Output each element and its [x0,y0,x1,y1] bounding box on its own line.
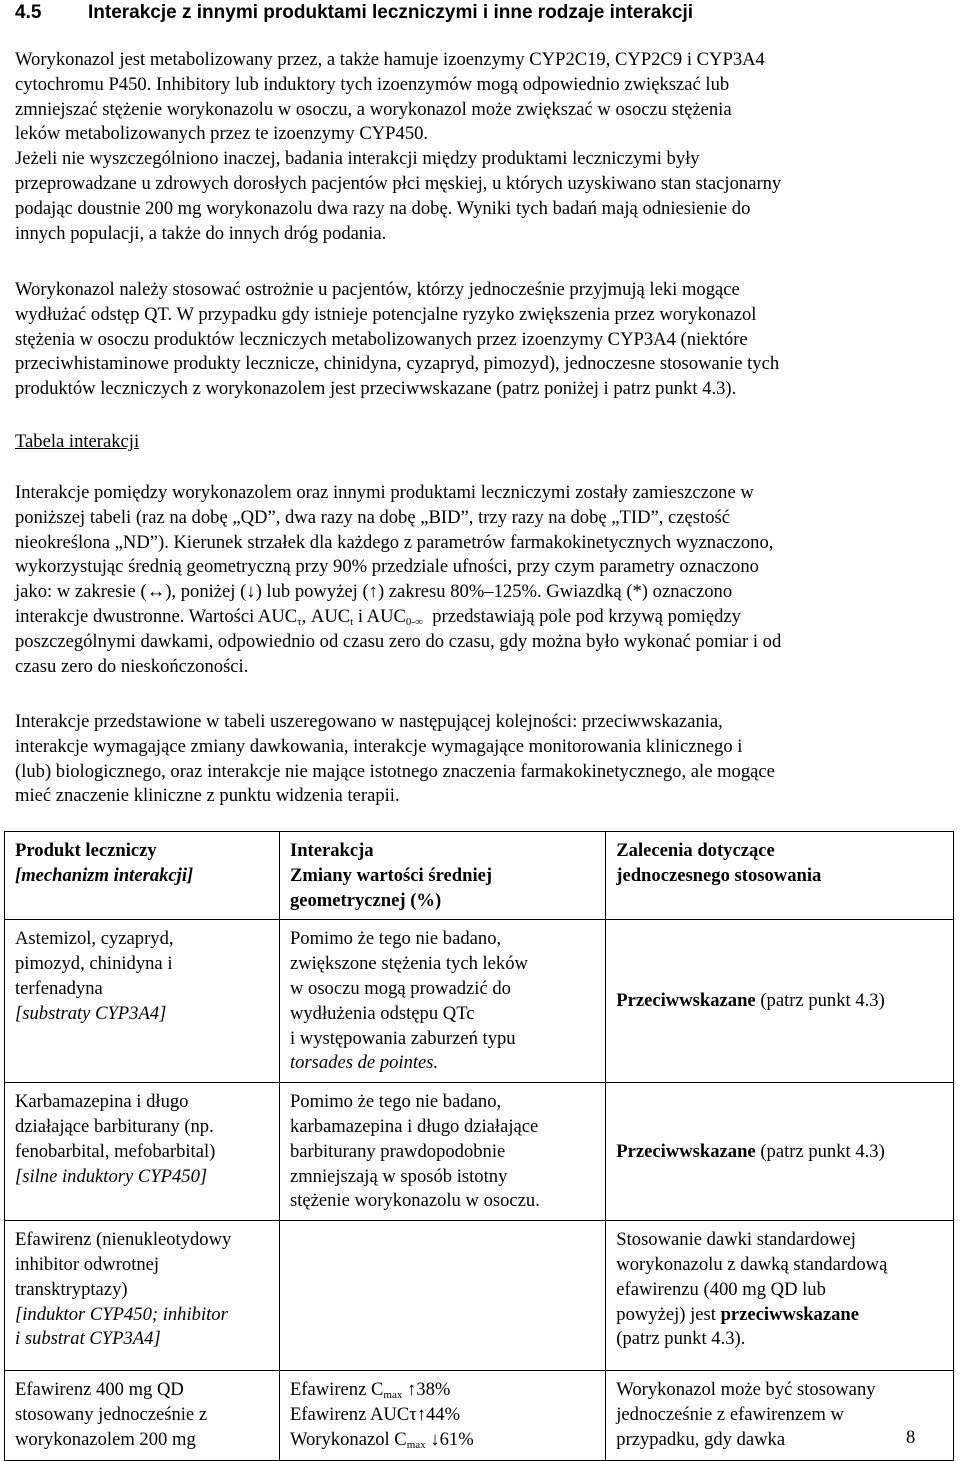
cell-text: Efawirenz 400 mg QD [15,1379,184,1401]
text-line: zmniejszać stężenie worykonazolu w osoczu, a worykonazol może zwiększać w osoczu stężenia [15,98,732,120]
recommendation-text [616,989,945,1014]
cell-text: ↑38% [402,1379,451,1401]
cell-text: (patrz punkt 4.3) [755,990,885,1012]
recommendation-cell [606,920,954,1083]
cell-text: transktryptazy) [15,1278,128,1300]
recommendation-cell [606,1221,954,1371]
text-line: poszczególnymi dawkami, odpowiednio od czasu zero do czasu, gdy można było wykonać pomiar i od [15,630,782,652]
section-heading [15,1,945,25]
text-line: (lub) biologicznego, oraz interakcje nie mające istotnego znaczenia farmakokinetycznego, ale mogące [15,760,775,782]
recommendation-text [616,1303,945,1328]
text-line: Worykonazol należy stosować ostrożnie u pacjentów, którzy jednocześnie przyjmują leki mogące [15,279,740,300]
cell-text: fenobarbital, mefobarbital) [15,1140,216,1162]
header-text: Zalecenia dotyczące [616,840,775,861]
text-line: czasu zero do nieskończoności. [15,655,249,677]
text-segment: , AUC [301,605,351,627]
cell-text: przypadku, gdy dawka [616,1428,786,1450]
paragraph-qt-warning [15,278,945,402]
mechanism-text: i substrat CYP3A4] [15,1328,161,1350]
table-heading-text: Tabela interakcji [15,431,140,452]
subscript: τ [297,615,302,628]
cell-text: jednocześnie z efawirenzem w [616,1403,844,1425]
cell-text: efawirenzu (400 mg QD lub [616,1278,826,1300]
cell-text: barbiturany prawdopodobnie [289,1140,506,1162]
product-cell [5,1371,280,1461]
cell-text: Pomimo że tego nie badano, [289,1091,502,1113]
contraindicated-label: Przeciwwskazane [616,1140,756,1162]
cell-text: Stosowanie dawki standardowej [616,1229,856,1251]
cell-text: Astemizol, cyzapryd, [15,928,174,950]
table-row [5,920,954,1083]
mechanism-text: [induktor CYP450; inhibitor [15,1303,228,1325]
cell-text: pimozyd, chinidyna i [15,953,173,975]
page-number: 8 [906,1427,916,1448]
header-text: [mechanizm interakcji] [15,864,194,886]
product-cell [5,920,280,1083]
table-row [5,1371,954,1461]
interaction-cell [279,1221,605,1371]
text-line: mieć znaczenie kliniczne z punktu widzenia terapii. [15,785,400,807]
interaction-cell [279,920,605,1083]
cell-text: worykonazolu z dawką standardową [616,1253,888,1275]
cell-text: Pomimo że tego nie badano, [289,928,502,950]
header-cell-product [5,832,280,920]
text-segment: i AUC [353,605,406,627]
cell-text: wydłużenia odstępu QTc [289,1002,475,1024]
cell-text: Karbamazepina i długo [15,1091,189,1113]
text-line: wykorzystując średnią geometryczną przy 90% przedziale ufności, przy czym parametry oznaczono [15,556,759,578]
text-line: poniższej tabeli (raz na dobę „QD”, dwa razy na dobę „BID”, trzy razy na dobę „TID”, częstość [15,506,730,528]
header-text: Produkt leczniczy [15,840,157,861]
text-line: interakcje wymagające zmiany dawkowania, interakcje wymagające monitorowania klinicznego i [15,735,743,757]
cell-text: (patrz punkt 4.3). [616,1328,746,1350]
cell-text: stężenie worykonazolu w osoczu. [289,1190,540,1212]
text-segment: przedstawiają pole pod krzywą pomiędzy [422,605,741,627]
subscript: t [350,615,354,628]
text-line: leków metabolizowanych przez te izoenzymy CYP450. [15,123,429,145]
interaction-cell [279,1371,605,1461]
text-line: Worykonazol jest metabolizowany przez, a także hamuje izoenzymy CYP2C19, CYP2C9 i CYP3A4 [15,49,765,70]
cell-text: Worykonazol może być stosowany [616,1379,876,1401]
interaction-cell [279,1083,605,1221]
table-row [5,1083,954,1221]
cell-text: Efawirenz (nienukleotydowy [15,1229,232,1251]
cell-text: Efawirenz C [289,1379,384,1401]
paragraph-ordering [15,710,945,809]
interaction-table [4,831,954,1461]
text-line: produktów leczniczych z worykonazolem jest przeciwwskazane (patrz poniżej i patrz punkt 4.3). [15,378,737,400]
cell-text: i występowania zaburzeń typu [289,1027,516,1049]
cell-text: Worykonazol C [289,1428,407,1450]
text-line: nieokreślona „ND”). Kierunek strzałek dla każdego z parametrów farmakokinetycznych wyznaczono, [15,531,774,553]
pk-value-line [290,1378,597,1403]
header-text: Interakcja [289,840,374,861]
text-line: Interakcje pomiędzy worykonazolem oraz innymi produktami leczniczymi zostały zamieszczone w [15,482,754,503]
recommendation-cell [606,1083,954,1221]
recommendation-text [616,1140,945,1165]
cell-text: inhibitor odwrotnej [15,1253,160,1275]
contraindicated-label: przeciwwskazane [720,1303,859,1325]
product-cell [5,1083,280,1221]
cell-text: karbamazepina i długo działające [289,1115,539,1137]
text-line: stężenia w osoczu produktów leczniczych metabolizowanych przez izoenzymy CYP3A4 (niektóre [15,328,748,350]
cell-text: (patrz punkt 4.3) [755,1140,885,1162]
contraindicated-label: Przeciwwskazane [616,990,756,1012]
subscript: 0-∞ [405,615,423,628]
text-line: jako: w zakresie (↔), poniżej (↓) lub powyżej (↑) zakresu 80%–125%. Gwiazdką (*) oznaczono [15,581,733,603]
header-text: jednoczesnego stosowania [616,864,822,886]
cell-text: zmniejszają w sposób istotny [289,1165,508,1187]
pk-value-line [290,1428,597,1453]
section-number: 4.5 [15,2,42,23]
header-text: geometrycznej (%) [289,889,442,911]
section-title: Interakcje z innymi produktami leczniczymi i inne rodzaje interakcji [88,2,694,23]
cell-text: worykonazolem 200 mg [15,1428,196,1450]
cell-text: stosowany jednocześnie z [15,1403,208,1425]
text-line-auc [15,605,945,630]
text-line: Interakcje przedstawione w tabeli uszeregowano w następującej kolejności: przeciwwskazania, [15,711,723,732]
text-segment: interakcje dwustronne. Wartości AUC [15,605,298,627]
table-heading [15,430,945,455]
text-line: przeciwhistaminowe produkty lecznicze, chinidyna, cyzapryd, pimozyd), jednoczesne stosowanie tych [15,353,780,375]
product-cell [5,1221,280,1371]
recommendation-cell [606,1371,954,1461]
cell-text: w osoczu mogą prowadzić do [289,977,511,999]
mechanism-text: [silne induktory CYP450] [15,1165,208,1187]
text-line: przeprowadzane u zdrowych dorosłych pacjentów płci męskiej, u których uzyskiwano stan stacjonarny [15,172,782,194]
mechanism-text: [substraty CYP3A4] [15,1002,167,1024]
cell-text: powyżej) jest [616,1303,721,1325]
cell-text: działające barbiturany (np. [15,1115,214,1137]
text-line: cytochromu P450. Inhibitory lub induktory tych izoenzymów mogą odpowiednio zwiększać lub [15,73,730,95]
paragraph-table-legend [15,481,945,679]
header-text: Zmiany wartości średniej [289,864,493,886]
text-line: innych populacji, a także do innych dróg podania. [15,222,387,244]
subscript: max [406,1438,426,1451]
paragraph-metabolism [15,48,945,246]
table-row [5,1221,954,1371]
header-cell-interaction [279,832,605,920]
text-line: wydłużać odstęp QT. W przypadku gdy istnieje potencjalne ryzyko zwiększenia przez worykonazol [15,303,757,325]
text-line: Jeżeli nie wyszczególniono inaczej, badania interakcji między produktami leczniczymi były [15,148,700,170]
cell-text: ↓61% [425,1428,474,1450]
cell-text-italic: torsades de pointes. [289,1052,439,1074]
text-line: podając doustnie 200 mg worykonazolu dwa razy na dobę. Wyniki tych badań mają odniesienie do [15,197,751,219]
subscript: max [383,1389,403,1402]
cell-text: Efawirenz AUCτ↑44% [289,1403,461,1425]
table-header-row [5,832,954,920]
cell-text: terfenadyna [15,977,103,999]
header-cell-recommendation [606,832,954,920]
cell-text: zwiększone stężenia tych leków [289,953,528,975]
